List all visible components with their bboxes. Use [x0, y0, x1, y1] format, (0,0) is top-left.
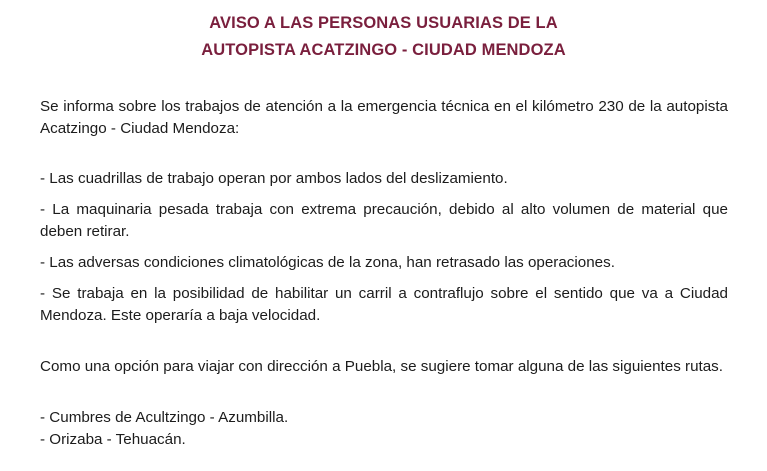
notice-body [40, 96, 728, 448]
bullet-item-crews: - Las cuadrillas de trabajo operan por ambos lados del deslizamiento. [40, 170, 508, 187]
option-paragraph: Como una opción para viajar con dirección a Puebla, se sugiere tomar alguna de las siguientes rutas. [40, 358, 723, 375]
notice-title-line-2: AUTOPISTA ACATZINGO - CIUDAD MENDOZA [201, 41, 566, 59]
bullet-item-weather: - Las adversas condiciones climatológicas de la zona, han retrasado las operaciones. [40, 254, 615, 271]
bullet-item-machinery: - La maquinaria pesada trabaja con extrema precaución, debido al alto volumen de material que deben retirar. [40, 201, 728, 240]
route-item-tehuacan: - Orizaba - Tehuacán. [40, 431, 186, 448]
bullet-item-contraflow: - Se trabaja en la posibilidad de habilitar un carril a contraflujo sobre el sentido que va a Ciudad Mendoza. Este operaría a baja velocidad. [40, 285, 728, 324]
notice-title-line-1: AVISO A LAS PERSONAS USUARIAS DE LA [209, 14, 558, 32]
route-item-acultzingo: - Cumbres de Acultzingo - Azumbilla. [40, 409, 289, 426]
notice-header [0, 10, 767, 64]
intro-paragraph: Se informa sobre los trabajos de atención a la emergencia técnica en el kilómetro 230 de la autopista Acatzingo - Ciudad Mendoza: [40, 98, 728, 137]
